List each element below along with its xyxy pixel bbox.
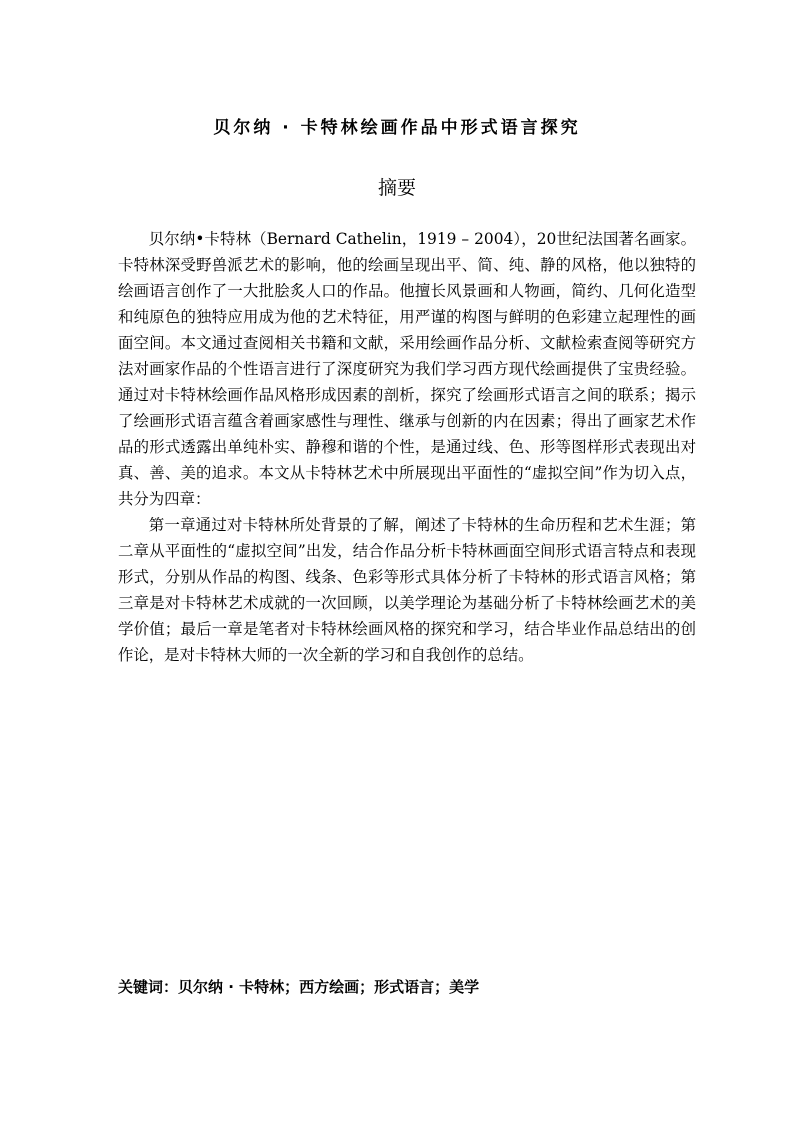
abstract-paragraph: 第一章通过对卡特林所处背景的了解，阐述了卡特林的生命历程和艺术生涯；第二章从平面性的“虚拟空间”出发，结合作品分析卡特林画面空间形式语言特点和表现形式，分别从作品的构图、线条、色彩等形式具体分析了卡特林的形式语言风格；第三章是对卡特林艺术成就的一次回顾，以美学理论为基础分析了卡特林绘画艺术的美学价值；最后一章是笔者对卡特林绘画风格的探究和学习，结合毕业作品总结出的创作论，是对卡特林大师的一次全新的学习和自我创作的总结。 <box>118 516 696 664</box>
abstract-body <box>118 226 696 668</box>
keywords-line: 关键词：贝尔纳 · 卡特林；西方绘画；形式语言；美学 <box>118 978 480 996</box>
abstract-heading: 摘要 <box>377 177 416 199</box>
abstract-paragraph: 贝尔纳•卡特林（Bernard Cathelin，1919 – 2004），20世纪法国著名画家。卡特林深受野兽派艺术的影响，他的绘画呈现出平、简、纯、静的风格，他以独特的绘画语言创作了一大批脍炙人口的作品。他擅长风景画和人物画，简约、几何化造型和纯原色的独特应用成为他的艺术特征，用严谨的构图与鲜明的色彩建立起理性的画面空间。本文通过查阅相关书籍和文献，采用绘画作品分析、文献检索查阅等研究方法对画家作品的个性语言进行了深度研究为我们学习西方现代绘画提供了宝贵经验。通过对卡特林绘画作品风格形成因素的剖析，探究了绘画形式语言之间的联系；揭示了绘画形式语言蕴含着画家感性与理性、继承与创新的内在因素；得出了画家艺术作品的形式透露出单纯朴实、静穆和谐的个性，是通过线、色、形等图样形式表现出对真、善、美的追求。本文从卡特林艺术中所展现出平面性的“虚拟空间”作为切入点，共分为四章： <box>118 230 696 508</box>
document-title: 贝尔纳 · 卡特林绘画作品中形式语言探究 <box>213 118 581 138</box>
